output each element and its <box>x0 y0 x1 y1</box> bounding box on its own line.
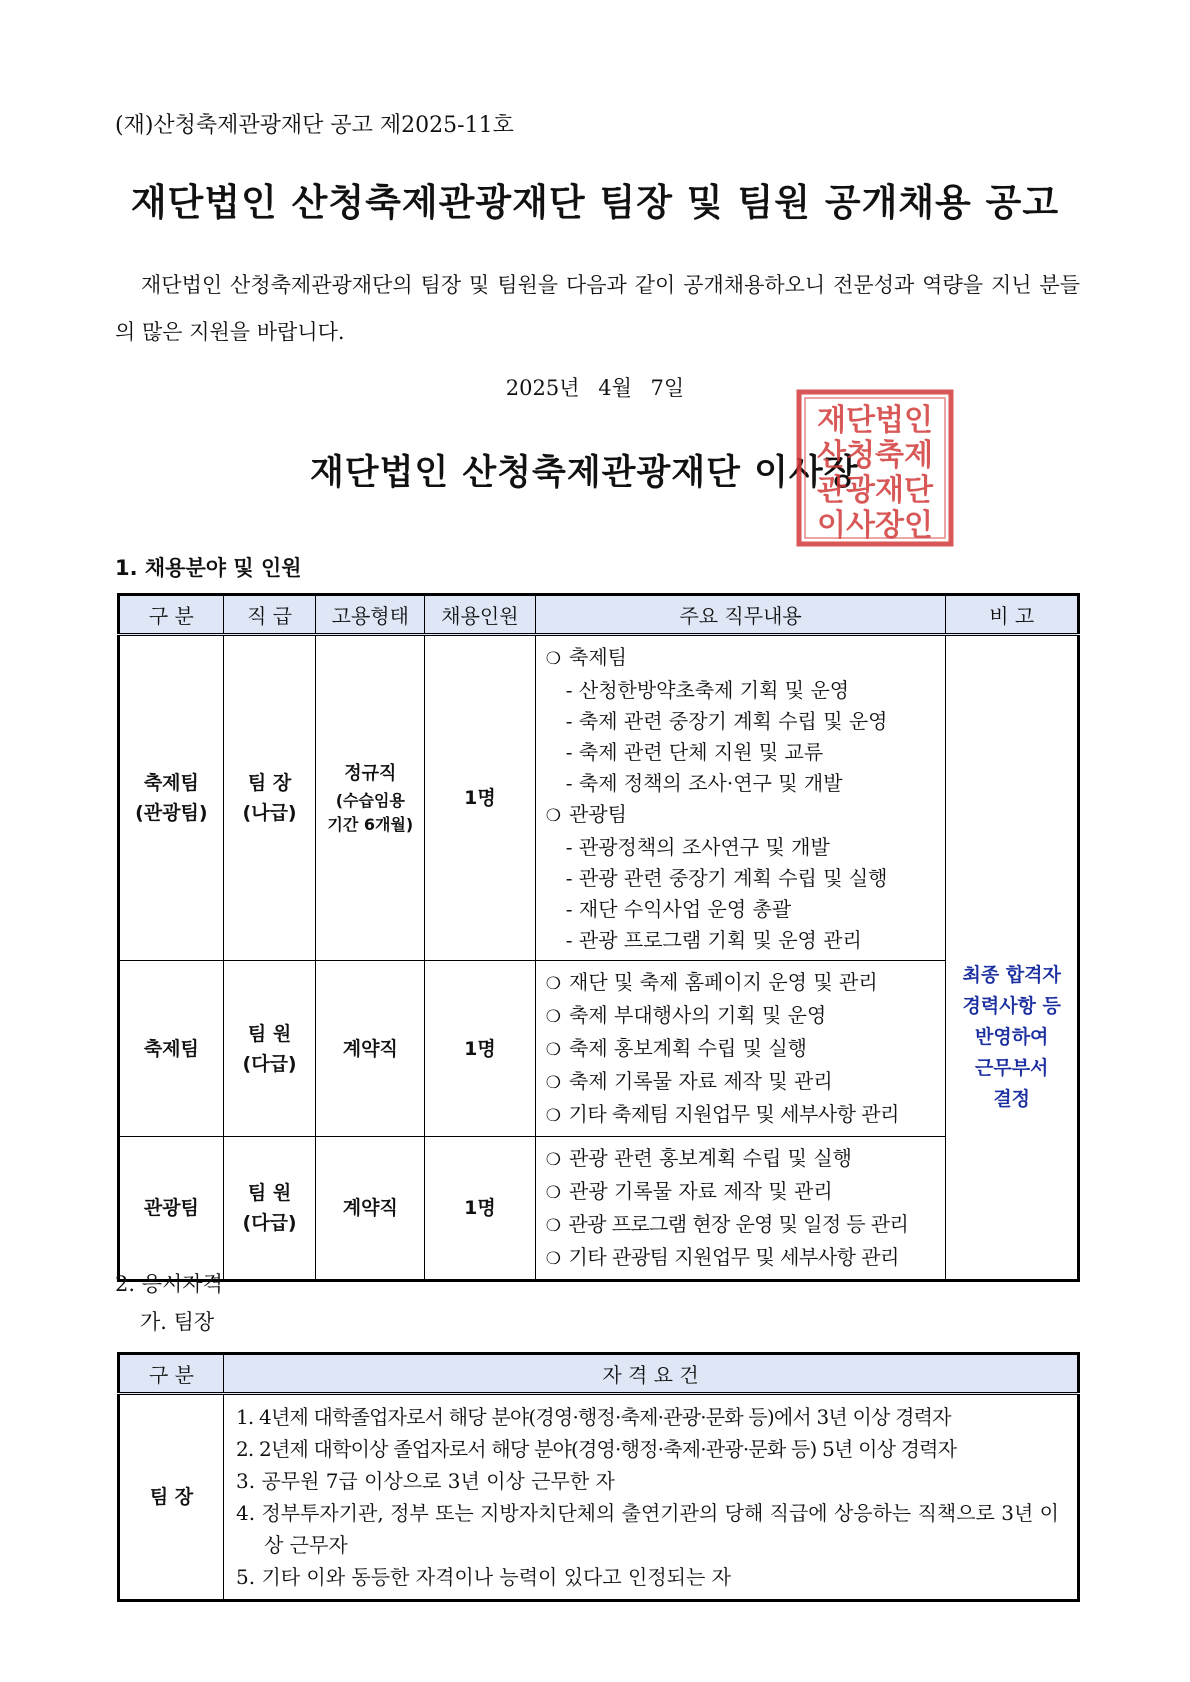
table-row <box>119 635 1079 961</box>
subsection-title: 가. 팀장 <box>140 1310 215 1334</box>
grade-cell: 팀 장 (나급) <box>223 635 316 961</box>
list-item: ❍ 축제 부대행사의 기획 및 운영 <box>546 1000 938 1033</box>
remark-cell: 최종 합격자 경력사항 등 반영하여 근무부서 결정 <box>946 635 1079 1281</box>
division-cell: 축제팀 <box>119 961 224 1137</box>
duties-cell <box>535 961 946 1137</box>
count-cell: 1명 <box>425 635 536 961</box>
date-year: 2025년 <box>505 376 580 400</box>
header-remark: 비 고 <box>946 595 1079 635</box>
list-item: ❍ 관광팀 <box>546 799 938 832</box>
list-item: - 관광 프로그램 기획 및 운영 관리 <box>565 928 862 952</box>
grade-cell: 팀 원 (다급) <box>223 961 316 1137</box>
list-item: 3. 공무원 7급 이상으로 3년 이상 근무한 자 <box>236 1469 615 1493</box>
list-item: ❍ 축제팀 <box>546 642 938 675</box>
duties-cell <box>535 635 946 961</box>
date-month: 4월 <box>598 376 632 400</box>
seal-line: 이사장인 <box>817 508 933 543</box>
list-item: ❍ 축제 홍보계획 수립 및 실행 <box>546 1033 938 1066</box>
header-division: 구 분 <box>119 1354 224 1394</box>
list-item: ❍ 관광 기록물 자료 제작 및 관리 <box>546 1176 938 1209</box>
duties-cell <box>535 1137 946 1281</box>
requirements-cell <box>224 1394 1079 1601</box>
list-item: ❍ 관광 관련 홍보계획 수립 및 실행 <box>546 1143 938 1176</box>
list-item: 2. 2년제 대학이상 졸업자로서 해당 분야(경영·행정·축제·관광·문화 등) 5년 이상 경력자 <box>236 1437 957 1461</box>
division-cell: 팀 장 <box>119 1394 224 1601</box>
list-item: ❍ 재단 및 축제 홈페이지 운영 및 관리 <box>546 967 938 1000</box>
seal-line: 재단법인 <box>817 403 933 438</box>
seal-line: 관광재단 <box>817 473 933 508</box>
list-item: ❍ 기타 관광팀 지원업무 및 세부사항 관리 <box>546 1242 938 1275</box>
table-row <box>119 1394 1079 1601</box>
count-cell: 1명 <box>425 1137 536 1281</box>
header-duties: 주요 직무내용 <box>535 595 946 635</box>
division-cell: 관광팀 <box>119 1137 224 1281</box>
table-row <box>119 961 1079 1137</box>
table-header-row <box>119 595 1079 635</box>
section-title: 2. 응시자격 <box>115 1272 223 1296</box>
section-title: 1. 채용분야 및 인원 <box>115 556 302 580</box>
header-requirements: 자 격 요 건 <box>224 1354 1079 1394</box>
employment-cell: 계약직 <box>316 1137 425 1281</box>
list-item: ❍ 관광 프로그램 현장 운영 및 일정 등 관리 <box>546 1209 938 1242</box>
list-item: 5. 기타 이와 동등한 자격이나 능력이 있다고 인정되는 자 <box>236 1565 731 1589</box>
notice-number: (재)산청축제관광재단 공고 제2025-11호 <box>115 113 514 138</box>
list-item: - 산청한방약초축제 기획 및 운영 <box>565 678 850 702</box>
list-item: 1. 4년제 대학졸업자로서 해당 분야(경영·행정·축제·관광·문화 등)에서 3년 이상 경력자 <box>236 1405 951 1429</box>
date-day: 7일 <box>650 376 685 400</box>
table-row <box>119 1137 1079 1281</box>
header-employment: 고용형태 <box>316 595 425 635</box>
count-cell: 1명 <box>425 961 536 1137</box>
seal-line: 산청축제 <box>817 438 933 473</box>
division-cell: 축제팀 (관광팀) <box>119 635 224 961</box>
list-item: - 관광 관련 중장기 계획 수립 및 실행 <box>565 866 888 890</box>
employment-cell: 계약직 <box>316 961 425 1137</box>
qualification-table <box>117 1352 1080 1602</box>
list-item: - 축제 관련 중장기 계획 수립 및 운영 <box>565 709 888 733</box>
grade-cell: 팀 원 (다급) <box>223 1137 316 1281</box>
list-item: 4. 정부투자기관, 정부 또는 지방자치단체의 출연기관의 당해 직급에 상응하는 직책으로 3년 이상 근무자 <box>236 1501 1059 1557</box>
official-seal-icon <box>795 388 955 548</box>
list-item: ❍ 기타 축제팀 지원업무 및 세부사항 관리 <box>546 1099 938 1132</box>
list-item: - 재단 수익사업 운영 총괄 <box>565 897 792 921</box>
signatory: 재단법인 산청축제관광재단 이사장 <box>310 453 859 493</box>
page-title: 재단법인 산청축제관광재단 팀장 및 팀원 공개채용 공고 <box>130 181 1060 224</box>
intro-paragraph: 재단법인 산청축제관광재단의 팀장 및 팀원을 다음과 같이 공개채용하오니 전문성과 역량을 지닌 분들의 많은 지원을 바랍니다. <box>115 273 1080 344</box>
list-item: - 축제 관련 단체 지원 및 교류 <box>565 740 824 764</box>
table-header-row <box>119 1354 1079 1394</box>
list-item: ❍ 축제 기록물 자료 제작 및 관리 <box>546 1066 938 1099</box>
header-division: 구 분 <box>119 595 224 635</box>
list-item: - 관광정책의 조사연구 및 개발 <box>565 835 830 859</box>
header-count: 채용인원 <box>425 595 536 635</box>
recruitment-table <box>117 593 1080 1282</box>
list-item: - 축제 정책의 조사·연구 및 개발 <box>565 771 843 795</box>
employment-cell: 정규직 (수습임용 기간 6개월) <box>316 635 425 961</box>
announcement-date <box>0 372 1190 402</box>
header-grade: 직 급 <box>223 595 316 635</box>
